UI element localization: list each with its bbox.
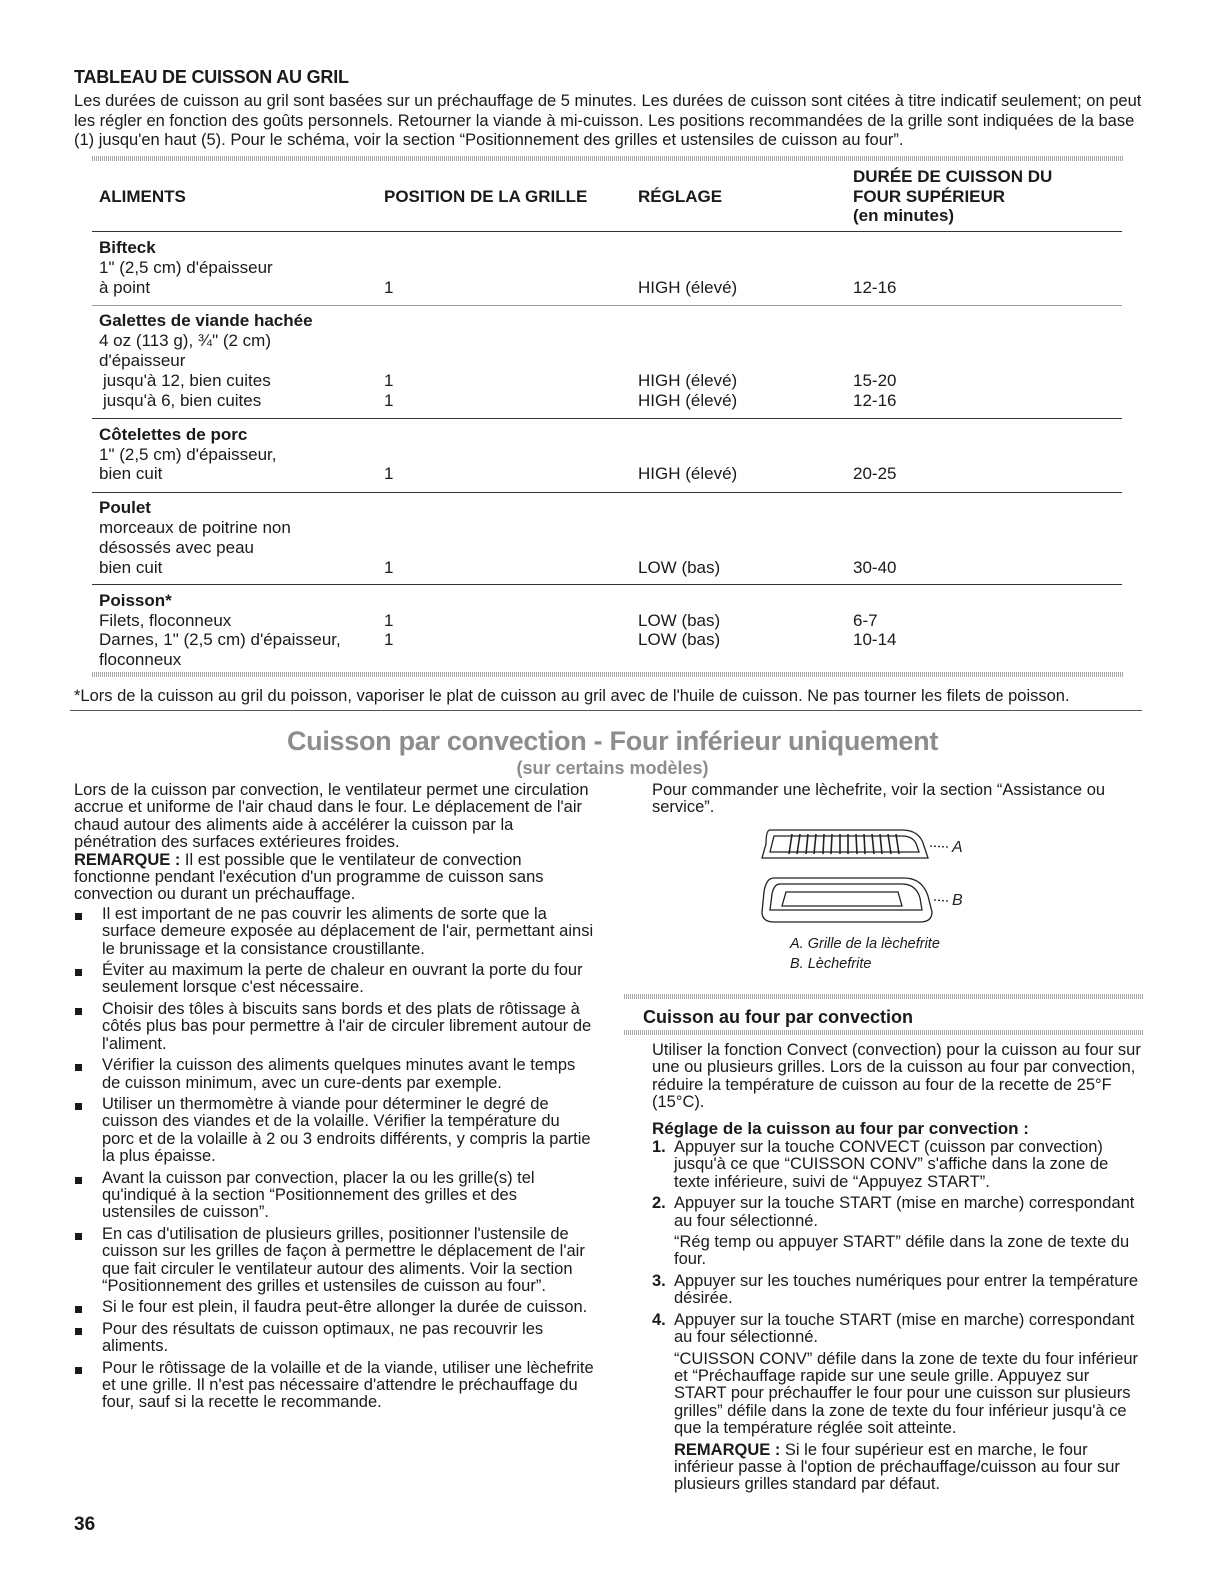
step-note: “CUISSON CONV” défile dans la zone de texte du four inférieur et “Préchauffage rapide sur une seule grille. Appuyez sur START pour préchauffer le four pour une cuisson sur plusieurs grilles” défile dans la zone de texte du four inférieur jusqu'à ce que la température réglée soit atteinte. — [674, 1349, 1139, 1438]
convection-oven-intro: Utiliser la fonction Convect (convection) pour la cuisson au four sur une ou plusieurs grilles. Lors de la cuisson au four par convection, réduire la température de cuisson au four de la recette de 25°F (15°C). — [652, 1041, 1141, 1112]
group-rule — [92, 305, 1122, 306]
step-item — [652, 1139, 1144, 1191]
setting-cell: HIGH (élevé) — [638, 391, 738, 410]
convection-subtitle: (sur certains modèles) — [516, 758, 709, 778]
caption-broiler-grid: A. Grille de la lèchefrite — [790, 936, 940, 952]
list-item — [74, 1096, 594, 1166]
bullet-square-icon — [75, 1367, 82, 1374]
step-item — [652, 1312, 1144, 1494]
convection-intro: Lors de la cuisson par convection, le ventilateur permet une circulation accrue et uniforme de l'air chaud dans le four. Le déplacement de l'air chaud autour des aliments aide à accélérer la cuisson par la pénétration des surfaces extérieures froides. — [74, 781, 589, 852]
header-time-line2: FOUR SUPÉRIEUR — [853, 187, 1006, 206]
bullet-text: En cas d'utilisation de plusieurs grilles, positionner l'ustensile de cuisson sur les grilles de façon à permettre le déplacement de l'air que fait circuler le ventilateur autour des aliments. Voir la section “Positionnement des grilles et ustensiles de cuisson au four”. — [102, 1224, 585, 1295]
label-a: A — [952, 839, 963, 856]
convection-oven-section-title: Cuisson au four par convection — [643, 1007, 914, 1027]
convection-note — [74, 852, 594, 904]
steps-title: Réglage de la cuisson au four par convection : — [652, 1118, 1029, 1138]
step-number: 4. — [652, 1310, 666, 1329]
step-note: “Rég temp ou appuyer START” défile dans la zone de texte du four. — [674, 1233, 1130, 1269]
time-cell: 12-16 — [853, 278, 897, 297]
setting-cell: LOW (bas) — [638, 611, 721, 630]
step-number: 3. — [652, 1271, 666, 1290]
setting-cell: LOW (bas) — [638, 630, 721, 649]
bullet-text: Pour le rôtissage de la volaille et de la viande, utiliser une lèchefrite et une grille. Il n'est pas nécessaire d'attendre le préchauffage du four, sauf si la recette le recommande. — [102, 1358, 594, 1412]
bullet-text: Éviter au maximum la perte de chaleur en ouvrant la porte du four seulement lorsque c'est nécessaire. — [102, 961, 583, 997]
header-rule — [92, 231, 1122, 232]
convection-title: Cuisson par convection - Four inférieur uniquement — [286, 726, 939, 756]
food-cell: 1" (2,5 cm) d'épaisseur, — [99, 445, 277, 464]
setting-cell: HIGH (élevé) — [638, 371, 738, 390]
bullet-text: Pour des résultats de cuisson optimaux, ne pas recouvrir les aliments. — [102, 1319, 544, 1356]
bullet-text: Avant la cuisson par convection, placer la ou les grille(s) tel qu'indiqué à la section “Positionnement des grilles et des ustensiles de cuisson”. — [102, 1168, 535, 1222]
broiler-pan-illustration — [752, 822, 992, 934]
group-rule — [92, 492, 1122, 493]
list-item — [74, 1057, 594, 1092]
time-cell: 10-14 — [853, 630, 897, 649]
step-number: 2. — [652, 1194, 666, 1213]
header-time-line1: DURÉE DE CUISSON DU — [853, 167, 1053, 186]
bullet-text: Vérifier la cuisson des aliments quelques minutes avant le temps de cuisson minimum, avec un cure-dents par exemple. — [102, 1056, 576, 1092]
food-cell: 1" (2,5 cm) d'épaisseur — [99, 258, 273, 277]
list-item — [74, 1299, 594, 1316]
step-text: Appuyer sur la touche CONVECT (cuisson par convection) jusqu'à ce que “CUISSON CONV” s'affiche dans la zone de texte inférieure, suivi de “Appuyez START”. — [674, 1138, 1109, 1191]
page-number: 36 — [74, 1514, 96, 1535]
group-title: Poulet — [99, 498, 151, 517]
header-setting: RÉGLAGE — [638, 187, 723, 206]
list-item — [74, 962, 594, 997]
bullet-text: Si le four est plein, il faudra peut-être allonger la durée de cuisson. — [102, 1298, 588, 1317]
final-note — [674, 1442, 1144, 1494]
food-cell: d'épaisseur — [99, 351, 186, 370]
section-rule — [70, 710, 1142, 711]
rack-cell: 1 — [384, 630, 394, 649]
group-title: Poisson* — [99, 591, 172, 610]
grill-chart-intro: Les durées de cuisson au gril sont basées sur un préchauffage de 5 minutes. Les durées de cuisson sont citées à titre indicatif seulement; on peut les régler en fonction des goûts personnels. Retourner la viande à mi-cuisson. Les positions recommandées de la grille sont indiquées de la base (1) jusqu'en haut (5). Pour le schéma, voir la section “Positionnement des grilles et ustensiles de cuisson au four”. — [74, 92, 1142, 149]
tips-list — [74, 906, 594, 1412]
food-cell: jusqu'à 6, bien cuites — [103, 391, 262, 410]
step-number: 1. — [652, 1138, 666, 1157]
rack-cell: 1 — [384, 558, 394, 577]
step-item — [652, 1273, 1144, 1308]
food-cell: désossés avec peau — [99, 538, 254, 557]
food-cell: floconneux — [99, 650, 182, 669]
rack-cell: 1 — [384, 391, 394, 410]
time-cell: 30-40 — [853, 558, 897, 577]
step-text: Appuyer sur les touches numériques pour entrer la température désirée. — [674, 1271, 1139, 1308]
caption-broiler-pan: B. Lèchefrite — [790, 956, 872, 972]
broiler-grid-drawing — [762, 830, 948, 858]
grill-footnote: *Lors de la cuisson au gril du poisson, vaporiser le plat de cuisson au gril avec de l'huile de cuisson. Ne pas tourner les filets de poisson. — [74, 687, 1070, 705]
food-cell: jusqu'à 12, bien cuites — [103, 371, 271, 390]
step-text: Appuyer sur la touche START (mise en marche) correspondant au four sélectionné. — [674, 1310, 1135, 1347]
header-food: ALIMENTS — [99, 187, 186, 206]
time-cell: 12-16 — [853, 391, 897, 410]
bullet-square-icon — [75, 1306, 82, 1313]
broiler-order-text: Pour commander une lèchefrite, voir la section “Assistance ou service”. — [652, 781, 1106, 817]
dotted-divider — [624, 994, 1144, 999]
list-item — [74, 1321, 594, 1356]
bullet-square-icon — [75, 1064, 82, 1071]
rack-cell: 1 — [384, 611, 394, 630]
dotted-divider — [624, 1030, 1144, 1035]
final-note-label: REMARQUE : — [674, 1440, 781, 1459]
bullet-text: Il est important de ne pas couvrir les aliments de sorte que la surface demeure exposée au déplacement de l'air, permettant ainsi le brunissage et la consistance croustillante. — [102, 904, 594, 958]
food-cell: Filets, floconneux — [99, 611, 232, 630]
time-cell: 20-25 — [853, 464, 897, 483]
note-text: Il est possible que le ventilateur de convection fonctionne pendant l'exécution d'un programme de cuisson sans convection ou durant un préchauffage. — [74, 850, 544, 904]
setting-cell: HIGH (élevé) — [638, 278, 738, 297]
header-time-line3: (en minutes) — [853, 206, 955, 225]
broiler-pan-drawing — [762, 878, 948, 922]
rack-cell: 1 — [384, 371, 394, 390]
header-rack-position: POSITION DE LA GRILLE — [384, 187, 588, 206]
setting-cell: HIGH (élevé) — [638, 464, 738, 483]
label-b: B — [952, 892, 963, 909]
list-item — [74, 1001, 594, 1053]
bullet-square-icon — [75, 969, 82, 976]
step-text: Appuyer sur la touche START (mise en marche) correspondant au four sélectionné. — [674, 1194, 1135, 1230]
bullet-square-icon — [75, 1008, 82, 1015]
list-item — [74, 1170, 594, 1222]
list-item — [74, 906, 594, 958]
list-item — [74, 1226, 594, 1296]
bullet-square-icon — [75, 1233, 82, 1240]
bullet-square-icon — [75, 1328, 82, 1335]
group-rule — [92, 584, 1122, 585]
convection-left-column — [74, 782, 594, 1416]
food-cell: bien cuit — [99, 464, 163, 483]
note-label: REMARQUE : — [74, 850, 181, 869]
group-title: Galettes de viande hachée — [99, 311, 313, 330]
list-item — [74, 1360, 594, 1412]
group-title: Côtelettes de porc — [99, 425, 248, 444]
food-cell: Darnes, 1" (2,5 cm) d'épaisseur, — [99, 630, 341, 649]
dotted-divider — [92, 156, 1124, 161]
rack-cell: 1 — [384, 464, 394, 483]
setting-cell: LOW (bas) — [638, 558, 721, 577]
grill-chart-title: TABLEAU DE CUISSON AU GRIL — [74, 67, 349, 87]
group-rule — [92, 418, 1122, 419]
bullet-square-icon — [75, 1177, 82, 1184]
final-note-text: Si le four supérieur est en marche, le four inférieur passe à l'option de préchauffage/cuisson au four sur plusieurs grilles standard par défaut. — [674, 1440, 1120, 1494]
food-cell: bien cuit — [99, 558, 163, 577]
food-cell: 4 oz (113 g), ¾" (2 cm) — [99, 331, 272, 350]
group-title: Bifteck — [99, 238, 156, 257]
bullet-text: Utiliser un thermomètre à viande pour déterminer le degré de cuisson des viandes et de la volaille. Vérifier la température du porc et de la volaille à 2 ou 3 endroits différents, y compris la partie la plus épaisse. — [102, 1094, 591, 1166]
rack-cell: 1 — [384, 278, 394, 297]
bullet-square-icon — [75, 913, 82, 920]
convection-right-column — [652, 1042, 1144, 1498]
time-cell: 15-20 — [853, 371, 897, 390]
dotted-divider — [92, 672, 1124, 677]
food-cell: morceaux de poitrine non — [99, 518, 291, 537]
food-cell: à point — [99, 278, 151, 297]
bullet-text: Choisir des tôles à biscuits sans bords et des plats de rôtissage à côtés plus bas pour permettre à l'air de circuler librement autour de l'aliment. — [102, 999, 592, 1053]
steps-list — [652, 1139, 1144, 1494]
step-item — [652, 1195, 1144, 1269]
time-cell: 6-7 — [853, 611, 878, 630]
bullet-square-icon — [75, 1103, 82, 1110]
